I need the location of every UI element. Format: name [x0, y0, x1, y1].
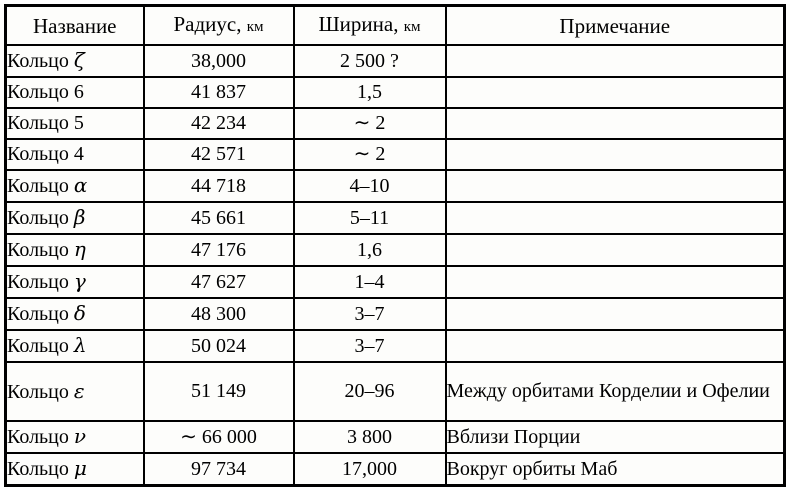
table-header	[6, 6, 785, 46]
ring-label: Кольцо	[7, 81, 69, 103]
table-row	[6, 362, 785, 421]
column-header-width-main: Ширина,	[318, 12, 399, 36]
ring-symbol: η	[73, 237, 86, 261]
table-row	[6, 298, 785, 330]
cell-note	[446, 266, 785, 298]
cell-width: 1,6	[294, 234, 446, 266]
ring-symbol: β	[73, 205, 86, 229]
cell-width: ∼ 2	[294, 108, 446, 139]
table-row	[6, 234, 785, 266]
cell-note	[446, 45, 785, 77]
cell-radius: 42 571	[144, 139, 294, 170]
table-body	[6, 45, 785, 486]
cell-radius: 45 661	[144, 202, 294, 234]
ring-label: Кольцо	[7, 426, 69, 448]
cell-radius: 47 176	[144, 234, 294, 266]
ring-symbol: λ	[73, 333, 87, 357]
ring-label: Кольцо	[7, 271, 69, 293]
cell-radius: 38,000	[144, 45, 294, 77]
column-header-width	[294, 6, 446, 46]
cell-note: Между орбитами Корделии и Офелии	[446, 362, 785, 421]
table-row	[6, 330, 785, 362]
cell-note	[446, 77, 785, 108]
cell-radius: 41 837	[144, 77, 294, 108]
cell-radius: 42 234	[144, 108, 294, 139]
ring-label: Кольцо	[7, 380, 69, 403]
cell-width: ∼ 2	[294, 139, 446, 170]
column-header-width-unit: км	[403, 19, 421, 35]
cell-note: Вблизи Порции	[446, 421, 785, 453]
table-header-row	[6, 6, 785, 46]
uranus-rings-table	[4, 4, 786, 487]
column-header-radius	[144, 6, 294, 46]
cell-note	[446, 202, 785, 234]
cell-name	[6, 330, 144, 362]
cell-width: 5–11	[294, 202, 446, 234]
table-row	[6, 453, 785, 486]
ring-symbol: ε	[73, 378, 85, 403]
cell-width: 17,000	[294, 453, 446, 486]
ring-label: Кольцо	[7, 143, 69, 165]
table-row	[6, 202, 785, 234]
ring-label: Кольцо	[7, 303, 69, 325]
cell-name	[6, 234, 144, 266]
column-header-note: Примечание	[446, 6, 785, 46]
cell-radius: 44 718	[144, 170, 294, 202]
cell-width: 1,5	[294, 77, 446, 108]
column-header-radius-main: Радиус,	[173, 12, 242, 36]
cell-note	[446, 234, 785, 266]
ring-symbol: ν	[73, 424, 87, 448]
cell-note	[446, 108, 785, 139]
cell-name	[6, 298, 144, 330]
cell-name	[6, 77, 144, 108]
table-row	[6, 170, 785, 202]
column-header-name: Название	[6, 6, 144, 46]
cell-name	[6, 139, 144, 170]
ring-label: Кольцо	[7, 458, 69, 480]
ring-label: Кольцо	[7, 112, 69, 134]
cell-note	[446, 170, 785, 202]
cell-name	[6, 202, 144, 234]
ring-symbol: 4	[73, 143, 84, 165]
cell-radius: 50 024	[144, 330, 294, 362]
cell-radius: 51 149	[144, 362, 294, 421]
cell-note	[446, 298, 785, 330]
cell-name	[6, 170, 144, 202]
ring-label: Кольцо	[7, 239, 69, 261]
table-row	[6, 139, 785, 170]
table-row	[6, 45, 785, 77]
cell-name	[6, 45, 144, 77]
cell-radius: 48 300	[144, 298, 294, 330]
cell-name	[6, 421, 144, 453]
cell-radius: 97 734	[144, 453, 294, 486]
ring-symbol: α	[73, 173, 88, 197]
ring-label: Кольцо	[7, 175, 69, 197]
column-header-radius-unit: км	[246, 19, 264, 35]
ring-symbol: μ	[73, 456, 87, 480]
table-row	[6, 77, 785, 108]
ring-label: Кольцо	[7, 335, 69, 357]
cell-width: 20–96	[294, 362, 446, 421]
ring-symbol: ζ	[73, 48, 85, 72]
cell-note	[446, 139, 785, 170]
table-row	[6, 266, 785, 298]
cell-note	[446, 330, 785, 362]
cell-name	[6, 266, 144, 298]
ring-label: Кольцо	[7, 50, 69, 72]
cell-name	[6, 362, 144, 421]
cell-width: 1–4	[294, 266, 446, 298]
ring-symbol: γ	[73, 269, 86, 293]
cell-width: 3–7	[294, 298, 446, 330]
cell-name	[6, 108, 144, 139]
cell-width: 4–10	[294, 170, 446, 202]
ring-symbol: 6	[73, 81, 84, 103]
cell-width: 2 500 ?	[294, 45, 446, 77]
ring-symbol: 5	[73, 112, 84, 134]
cell-note: Вокруг орбиты Маб	[446, 453, 785, 486]
cell-name	[6, 453, 144, 486]
cell-radius: 47 627	[144, 266, 294, 298]
table-row	[6, 108, 785, 139]
table-row	[6, 421, 785, 453]
cell-radius: ∼ 66 000	[144, 421, 294, 453]
cell-width: 3–7	[294, 330, 446, 362]
cell-width: 3 800	[294, 421, 446, 453]
document-page	[0, 4, 790, 480]
ring-label: Кольцо	[7, 207, 69, 229]
ring-symbol: δ	[73, 301, 86, 325]
